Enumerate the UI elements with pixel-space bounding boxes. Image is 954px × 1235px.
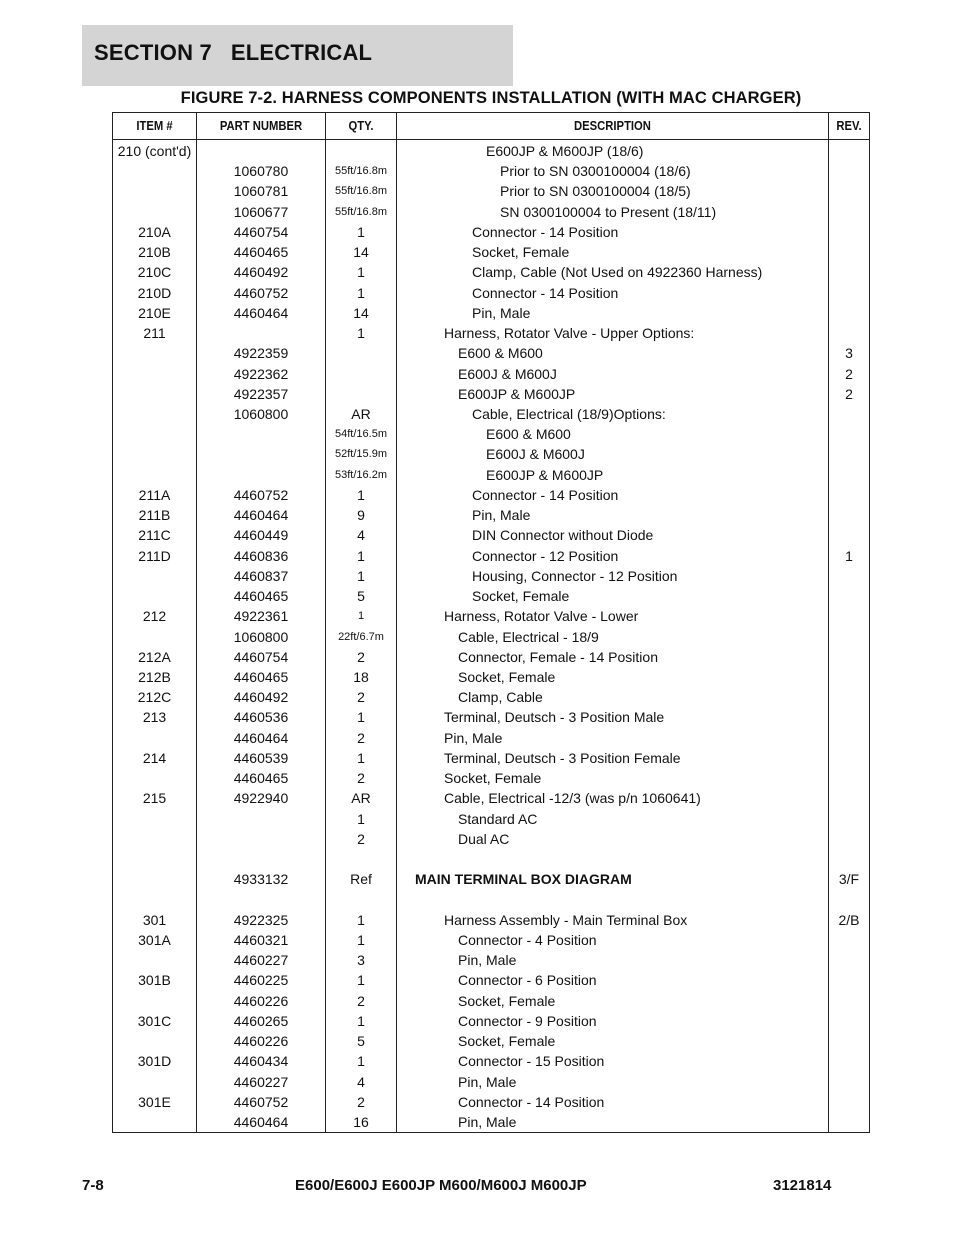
table-row xyxy=(113,505,869,525)
rev-cell: 3/F xyxy=(838,871,860,888)
item-cell: 301B xyxy=(138,972,171,989)
qty-cell: 2 xyxy=(357,992,365,1009)
part-number-cell: 4460465 xyxy=(233,244,289,261)
table-row xyxy=(113,283,869,303)
part-number-cell: 4460752 xyxy=(233,486,289,503)
section-header xyxy=(82,25,513,86)
part-number-cell: 4460227 xyxy=(233,1073,289,1090)
qty-cell: 1 xyxy=(357,264,365,281)
description-cell: Connector - 14 Position xyxy=(472,486,619,503)
part-number-cell: 4460449 xyxy=(233,527,289,544)
description-cell: E600JP & M600JP xyxy=(486,466,604,483)
part-number-cell: 4460265 xyxy=(233,1012,289,1029)
item-cell: 210E xyxy=(138,304,171,321)
part-number-cell: 4933132 xyxy=(233,871,289,888)
item-cell: 210C xyxy=(137,264,172,281)
item-cell: 212 xyxy=(142,608,167,625)
table-row xyxy=(113,930,869,950)
table-row xyxy=(113,364,869,384)
description-cell: E600JP & M600JP (18/6) xyxy=(486,143,644,159)
table-row xyxy=(113,829,869,849)
description-cell: Pin, Male xyxy=(458,1114,517,1131)
table-row xyxy=(113,809,869,829)
item-cell: 210B xyxy=(138,244,171,261)
qty-cell: 55ft/16.8m xyxy=(335,165,387,178)
item-cell: 213 xyxy=(142,709,167,726)
qty-cell: 55ft/16.8m xyxy=(335,185,387,198)
description-cell: Pin, Male xyxy=(458,1073,517,1090)
part-number-cell: 4460754 xyxy=(233,648,289,665)
table-row xyxy=(113,404,869,424)
part-number-cell: 1060781 xyxy=(233,183,289,200)
description-cell: Socket, Female xyxy=(472,588,570,605)
description-cell: Pin, Male xyxy=(458,952,517,969)
part-number-cell: 4460225 xyxy=(233,972,289,989)
description-cell: SN 0300100004 to Present (18/11) xyxy=(500,203,717,220)
table-row xyxy=(113,768,869,788)
item-cell: 211 xyxy=(143,325,166,342)
table-row xyxy=(113,222,869,242)
description-cell: Socket, Female xyxy=(458,992,556,1009)
header-part-number: PART NUMBER xyxy=(219,119,303,133)
page-number: 7-8 xyxy=(82,1177,104,1194)
part-number-cell: 4460536 xyxy=(233,709,289,726)
table-row xyxy=(113,707,869,727)
qty-cell: 1 xyxy=(357,325,365,342)
qty-cell: 14 xyxy=(353,244,369,261)
header-divider xyxy=(113,139,869,140)
table-row xyxy=(113,970,869,990)
part-number-cell: 4460464 xyxy=(233,729,289,746)
qty-cell: 1 xyxy=(357,1053,365,1070)
part-number-cell: 4922362 xyxy=(233,365,289,382)
part-number-cell: 4922940 xyxy=(233,790,289,807)
header-description: DESCRIPTION xyxy=(574,119,651,133)
qty-cell: 3 xyxy=(357,952,365,969)
description-cell: E600J & M600J xyxy=(458,365,557,382)
description-cell: Pin, Male xyxy=(472,507,531,524)
description-cell: MAIN TERMINAL BOX DIAGRAM xyxy=(415,871,632,888)
header-rev: REV. xyxy=(836,119,862,133)
parts-table xyxy=(112,112,870,1133)
qty-cell: 5 xyxy=(357,588,365,605)
qty-cell: 9 xyxy=(357,507,365,524)
description-cell: E600J & M600J xyxy=(486,446,585,463)
qty-cell: Ref xyxy=(350,871,372,888)
description-cell: Harness, Rotator Valve - Lower xyxy=(444,608,639,625)
table-row xyxy=(113,627,869,647)
item-cell: 212C xyxy=(137,689,172,706)
part-number-cell: 4460226 xyxy=(233,992,289,1009)
header-item: ITEM # xyxy=(136,119,173,133)
qty-cell: 1 xyxy=(357,810,365,827)
section-title: SECTION 7 ELECTRICAL xyxy=(94,40,373,65)
description-cell: Connector - 14 Position xyxy=(472,284,619,301)
part-number-cell: 4460465 xyxy=(233,668,289,685)
item-cell: 210 (cont'd) xyxy=(117,143,192,159)
description-cell: Harness, Rotator Valve - Upper Options: xyxy=(444,325,695,342)
table-row xyxy=(113,323,869,343)
table-row xyxy=(113,849,869,869)
part-number-cell: 4460837 xyxy=(233,567,289,584)
qty-cell: 1 xyxy=(357,911,365,928)
part-number-cell: 4922357 xyxy=(233,385,289,402)
qty-cell: 4 xyxy=(357,527,365,544)
table-row xyxy=(113,1051,869,1071)
item-cell: 211D xyxy=(138,547,171,564)
qty-cell: 1 xyxy=(357,284,365,301)
item-cell: 210D xyxy=(137,284,172,301)
qty-cell: 1 xyxy=(357,567,365,584)
table-row xyxy=(113,647,869,667)
table-row xyxy=(113,788,869,808)
table-row xyxy=(113,424,869,444)
description-cell: Dual AC xyxy=(458,830,510,847)
qty-cell: 1 xyxy=(357,1012,365,1029)
table-row xyxy=(113,343,869,363)
part-number-cell: 4460434 xyxy=(233,1053,289,1070)
table-row xyxy=(113,950,869,970)
table-row xyxy=(113,1072,869,1092)
qty-cell: 1 xyxy=(357,931,365,948)
qty-cell: AR xyxy=(351,790,371,807)
description-cell: Connector - 14 Position xyxy=(458,1093,605,1110)
rev-cell: 2 xyxy=(845,365,853,382)
part-number-cell: 4460752 xyxy=(233,1093,289,1110)
part-number-cell: 4922361 xyxy=(233,608,289,625)
table-row xyxy=(113,1092,869,1112)
description-cell: Socket, Female xyxy=(444,770,542,787)
description-cell: Socket, Female xyxy=(472,244,570,261)
qty-cell: 55ft/16.8m xyxy=(335,205,387,218)
table-row xyxy=(113,667,869,687)
model-list: E600/E600J E600JP M600/M600J M600JP xyxy=(295,1177,587,1194)
description-cell: E600 & M600 xyxy=(458,345,543,362)
document-number: 3121814 xyxy=(773,1177,832,1194)
item-cell: 301A xyxy=(138,931,171,948)
part-number-cell: 4460492 xyxy=(233,264,289,281)
item-cell: 215 xyxy=(142,790,167,807)
qty-cell: 1 xyxy=(357,972,365,989)
table-row xyxy=(113,525,869,545)
qty-cell: 1 xyxy=(357,749,365,766)
rev-cell: 2 xyxy=(845,385,853,402)
table-row xyxy=(113,728,869,748)
qty-cell: 53ft/16.2m xyxy=(335,468,387,481)
qty-cell: 2 xyxy=(357,770,365,787)
qty-cell: 5 xyxy=(357,1033,365,1050)
table-row xyxy=(113,444,869,464)
table-row xyxy=(113,384,869,404)
description-cell: Cable, Electrical -12/3 (was p/n 1060641) xyxy=(444,790,701,807)
table-row xyxy=(113,566,869,586)
description-cell: Connector - 9 Position xyxy=(458,1012,597,1029)
part-number-cell: 4460492 xyxy=(233,689,289,706)
description-cell: Pin, Male xyxy=(444,729,503,746)
qty-cell: 1 xyxy=(357,223,365,240)
description-cell: Clamp, Cable (Not Used on 4922360 Harness) xyxy=(472,264,763,281)
qty-cell: 2 xyxy=(357,729,365,746)
description-cell: Pin, Male xyxy=(472,304,531,321)
part-number-cell: 4460465 xyxy=(233,770,289,787)
item-cell: 301D xyxy=(137,1053,172,1070)
part-number-cell: 4922359 xyxy=(233,345,289,362)
part-number-cell: 4460226 xyxy=(233,1033,289,1050)
part-number-cell: 1060800 xyxy=(233,405,289,422)
table-row xyxy=(113,262,869,282)
figure-title: FIGURE 7-2. HARNESS COMPONENTS INSTALLATION (WITH MAC CHARGER) xyxy=(180,89,802,107)
table-row xyxy=(113,465,869,485)
header-qty: QTY. xyxy=(348,119,374,133)
qty-cell: 2 xyxy=(357,648,365,665)
table-row xyxy=(113,202,869,222)
table-row xyxy=(113,890,869,910)
table-row xyxy=(113,242,869,262)
item-cell: 301C xyxy=(137,1012,172,1029)
description-cell: Prior to SN 0300100004 (18/6) xyxy=(500,163,691,180)
qty-cell: 52ft/15.9m xyxy=(335,448,387,461)
description-cell: Connector - 14 Position xyxy=(472,223,619,240)
part-number-cell: 4460464 xyxy=(233,304,289,321)
part-number-cell: 4460752 xyxy=(233,284,289,301)
description-cell: Connector - 6 Position xyxy=(458,972,597,989)
part-number-cell: 4460836 xyxy=(233,547,289,564)
qty-cell: 1 xyxy=(357,486,365,503)
qty-cell: 1 xyxy=(357,709,365,726)
description-cell: Cable, Electrical - 18/9 xyxy=(458,628,599,645)
table-row xyxy=(113,869,869,889)
table-row xyxy=(113,546,869,566)
description-cell: Connector - 4 Position xyxy=(458,931,597,948)
qty-cell: 2 xyxy=(357,1093,365,1110)
item-cell: 212A xyxy=(138,648,171,665)
qty-cell: 2 xyxy=(357,830,365,847)
rev-cell: 3 xyxy=(845,345,853,362)
table-row xyxy=(113,1112,869,1132)
table-row xyxy=(113,586,869,606)
description-cell: E600JP & M600JP xyxy=(458,385,576,402)
table-row xyxy=(113,485,869,505)
description-cell: E600 & M600 xyxy=(486,426,571,443)
table-row xyxy=(113,910,869,930)
part-number-cell: 4460465 xyxy=(233,588,289,605)
description-cell: Harness Assembly - Main Terminal Box xyxy=(444,911,688,928)
table-row xyxy=(113,748,869,768)
part-number-cell: 4460464 xyxy=(233,507,289,524)
qty-cell: AR xyxy=(351,405,371,422)
part-number-cell: 1060800 xyxy=(233,628,289,645)
table-row xyxy=(113,181,869,201)
description-cell: Prior to SN 0300100004 (18/5) xyxy=(500,183,691,200)
qty-cell: 4 xyxy=(357,1073,365,1090)
item-cell: 210A xyxy=(138,223,171,240)
description-cell: Connector - 15 Position xyxy=(458,1053,605,1070)
table-row xyxy=(113,141,869,161)
rev-cell: 2/B xyxy=(838,911,860,928)
item-cell: 212B xyxy=(138,668,171,685)
description-cell: Standard AC xyxy=(458,810,538,827)
part-number-cell: 1060677 xyxy=(233,203,289,220)
description-cell: Connector, Female - 14 Position xyxy=(458,648,658,665)
table-row xyxy=(113,161,869,181)
table-row xyxy=(113,991,869,1011)
item-cell: 301E xyxy=(138,1093,171,1110)
description-cell: Terminal, Deutsch - 3 Position Male xyxy=(444,709,665,726)
description-cell: Socket, Female xyxy=(458,668,556,685)
rev-cell: 1 xyxy=(845,547,853,564)
description-cell: Cable, Electrical (18/9)Options: xyxy=(472,405,666,422)
item-cell: 301 xyxy=(142,911,167,928)
table-row xyxy=(113,1031,869,1051)
qty-cell: 1 xyxy=(357,547,365,564)
qty-cell: 16 xyxy=(353,1114,369,1131)
qty-cell: 1 xyxy=(357,610,365,623)
table-row xyxy=(113,606,869,626)
qty-cell: 22ft/6.7m xyxy=(338,630,384,643)
part-number-cell: 4460464 xyxy=(233,1114,289,1131)
part-number-cell: 4460321 xyxy=(233,931,289,948)
item-cell: 214 xyxy=(142,749,167,766)
qty-cell: 18 xyxy=(353,668,369,685)
qty-cell: 54ft/16.5m xyxy=(335,428,387,441)
part-number-cell: 4460227 xyxy=(233,952,289,969)
description-cell: Terminal, Deutsch - 3 Position Female xyxy=(444,749,681,766)
part-number-cell: 4460754 xyxy=(233,223,289,240)
table-row xyxy=(113,687,869,707)
item-cell: 211C xyxy=(138,527,171,544)
qty-cell: 14 xyxy=(353,304,369,321)
item-cell: 211A xyxy=(138,486,171,503)
description-cell: Housing, Connector - 12 Position xyxy=(472,567,678,584)
qty-cell: 2 xyxy=(357,689,365,706)
description-cell: Clamp, Cable xyxy=(458,689,543,706)
table-row xyxy=(113,1011,869,1031)
part-number-cell: 1060780 xyxy=(233,163,289,180)
description-cell: Connector - 12 Position xyxy=(472,547,619,564)
description-cell: DIN Connector without Diode xyxy=(472,527,654,544)
part-number-cell: 4922325 xyxy=(233,911,289,928)
item-cell: 211B xyxy=(138,507,171,524)
table-row xyxy=(113,303,869,323)
description-cell: Socket, Female xyxy=(458,1033,556,1050)
part-number-cell: 4460539 xyxy=(233,749,289,766)
